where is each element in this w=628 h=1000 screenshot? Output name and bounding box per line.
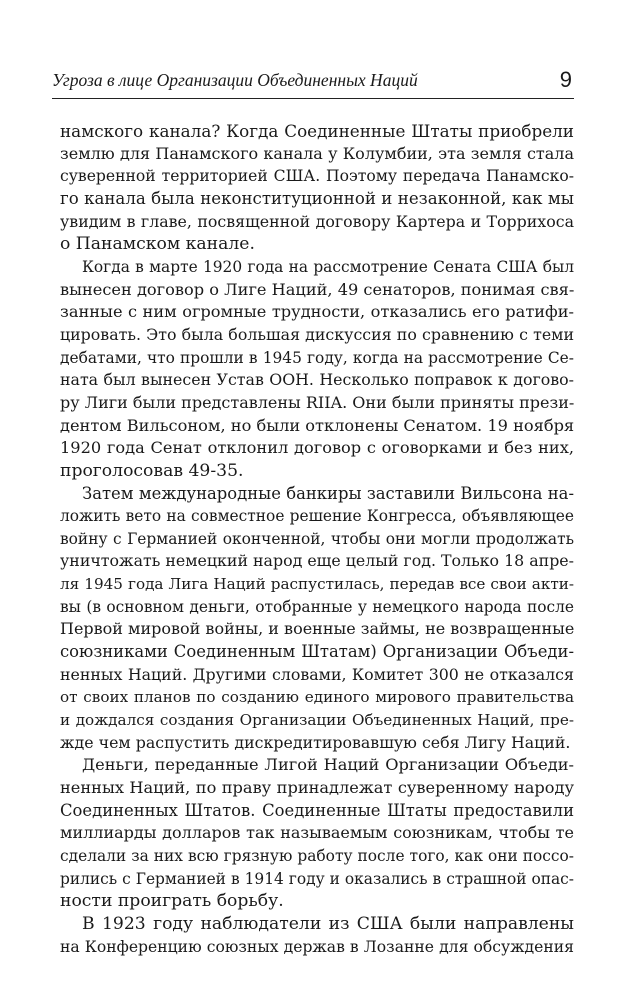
text-line: союзниками Соединенным Штатам) Организации Объеди-	[60, 642, 574, 662]
text-line: ру Лиги были представлены RIIA. Они были приняты прези-	[60, 392, 575, 412]
text-line: Первой мировой войны, и военные займы, не возвращенные	[60, 619, 575, 639]
running-head: Угроза в лице Организации Объединенных Наций	[52, 70, 418, 90]
text-line: землю для Панамского канала у Колумбии, эта земля стала	[60, 143, 574, 163]
text-line: войну с Германией оконченной, чтобы они могли продолжать	[60, 529, 574, 548]
text-line: суверенной территорией США. Поэтому передача Панамско-	[60, 167, 574, 186]
text-line: ности проиграть борьбу.	[60, 891, 284, 912]
text-line: ненных Наций. Другими словами, Комитет 300 не отказался	[60, 664, 574, 684]
text-line: уничтожать немецкий народ еще целый год. Только 18 апре-	[60, 551, 574, 571]
text-line: ненных Наций, по праву принадлежат суверенному народу	[60, 778, 574, 798]
text-line: на Конференцию союзных держав в Лозанне для обсуждения	[60, 937, 574, 956]
text-line: ля 1945 года Лига Наций распустилась, передав все свои акти-	[60, 575, 574, 594]
text-line: вынесен договор о Лиге Наций, 49 сенаторов, понимая свя-	[60, 279, 575, 299]
text-line: увидим в главе, посвященной договору Картера и Торрихоса	[60, 211, 574, 231]
text-line: Деньги, переданные Лигой Наций Организации Объеди-	[82, 755, 574, 775]
text-line: миллиарды долларов так называемым союзникам, чтобы те	[60, 823, 574, 843]
text-line: В 1923 году наблюдатели из США были направлены	[82, 913, 574, 934]
text-line: вы (в основном деньги, отобранные у немецкого народа после	[60, 597, 574, 616]
body-text	[60, 120, 574, 958]
text-line: и дождался создания Организации Объединенных Наций, пре-	[60, 711, 574, 730]
text-line: намского канала? Когда Соединенные Штаты приобрели	[60, 121, 574, 141]
text-line: Соединенных Штатов. Соединенные Штаты предоставили	[60, 800, 574, 820]
text-line: занные с ним огромные трудности, отказались его ратифи-	[60, 302, 574, 322]
text-line: ложить вето на совместное решение Конгресса, объявляющее	[60, 507, 574, 526]
text-line: дентом Вильсоном, но были отклонены Сенатом. 19 ноября	[60, 415, 575, 435]
text-line: цировать. Это была большая дискуссия по сравнению с теми	[60, 324, 574, 344]
text-line: жде чем распустить дискредитировавшую себя Лигу Наций.	[60, 732, 571, 752]
text-line: ната был вынесен Устав ООН. Несколько поправок к догово-	[60, 370, 574, 390]
page-header	[52, 50, 574, 99]
text-line: от своих планов по созданию единого мирового правительства	[60, 688, 574, 707]
text-line: о Панамском канале.	[60, 234, 255, 255]
text-line: дебатами, что прошли в 1945 году, когда на рассмотрение Се-	[60, 348, 574, 367]
text-line: проголосовав 49-35.	[60, 460, 244, 481]
text-line: рились с Германией в 1914 году и оказались в страшной опас-	[60, 869, 574, 888]
text-line: го канала была неконституционной и незаконной, как мы	[60, 188, 574, 208]
text-line: Затем международные банкиры заставили Вильсона на-	[82, 483, 574, 503]
text-line: сделали за них всю грязную работу после того, как они поссо-	[60, 847, 574, 865]
page-number: 9	[559, 67, 572, 92]
text-line: Когда в марте 1920 года на рассмотрение Сената США был	[82, 257, 574, 276]
text-line: 1920 года Сенат отклонил договор с оговорками и без них,	[60, 438, 574, 458]
